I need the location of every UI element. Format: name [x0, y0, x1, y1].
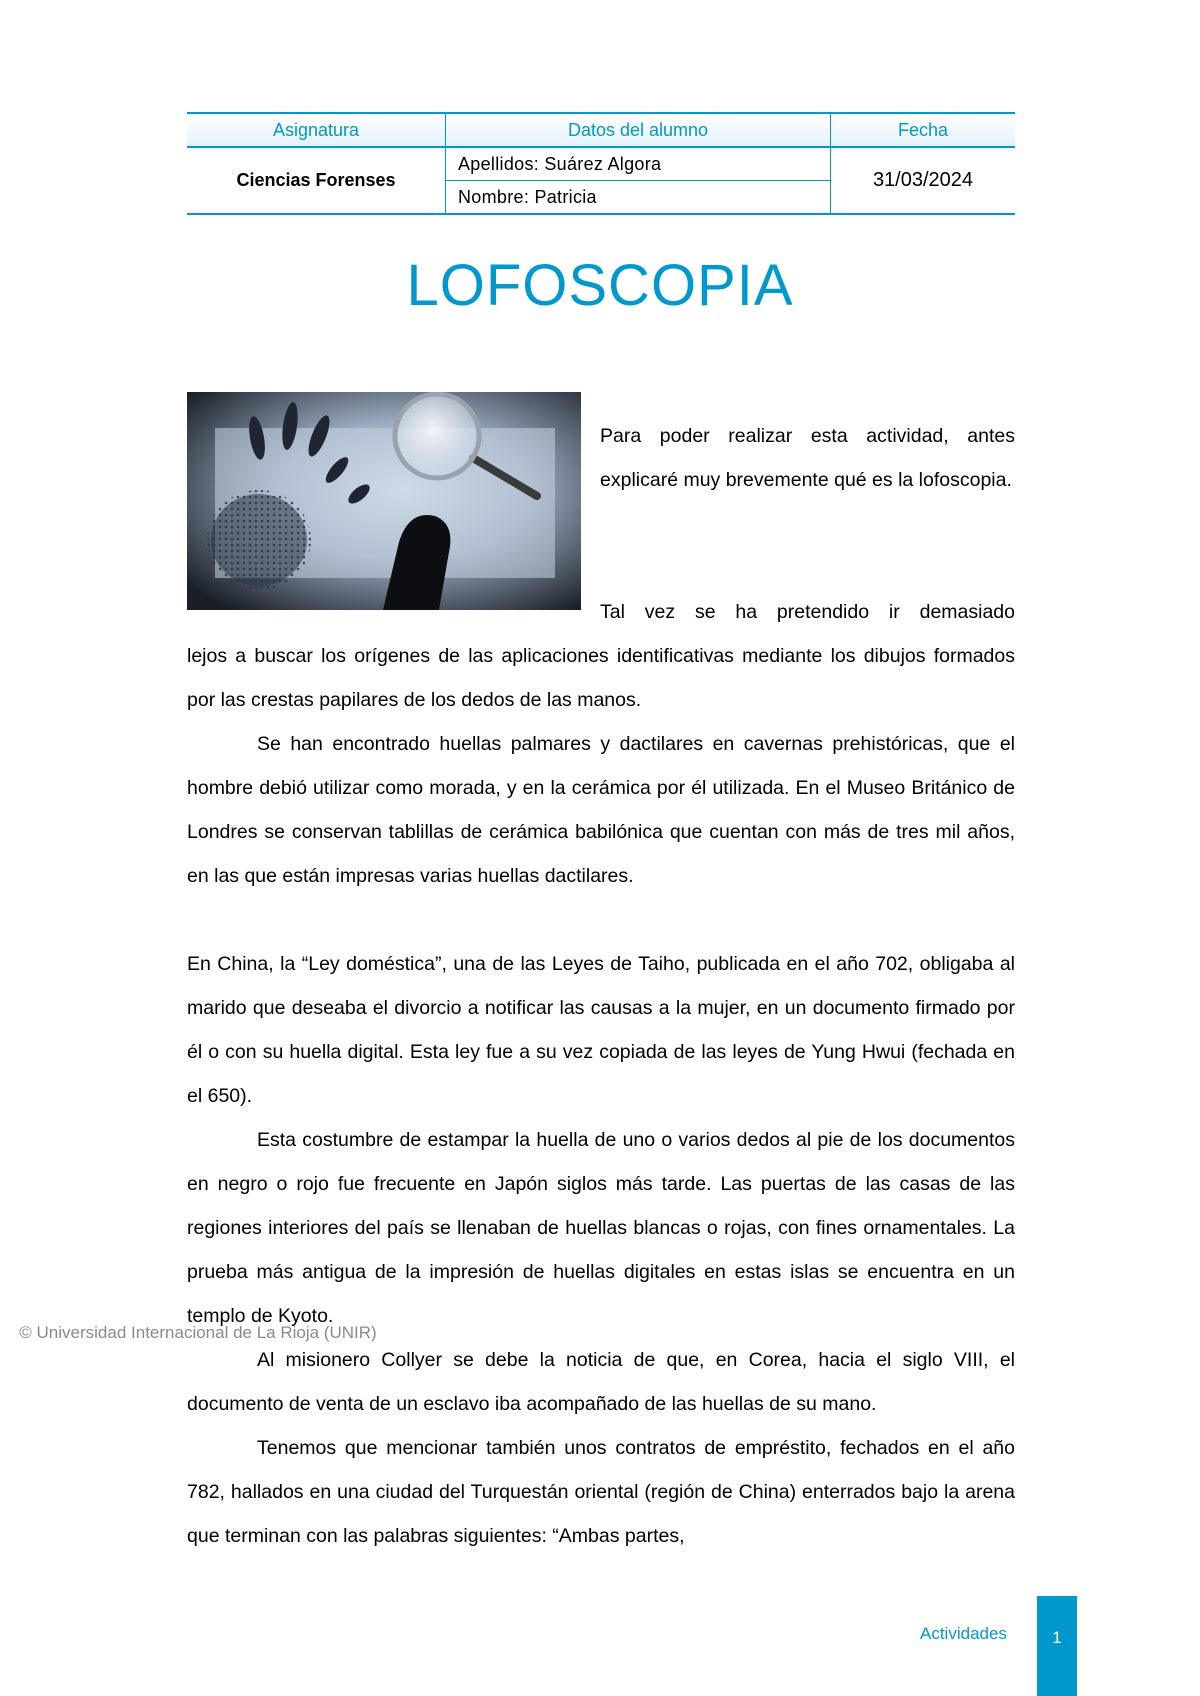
header-col-student: Datos del alumno: [446, 113, 831, 147]
paragraph-6: Tenemos que mencionar también unos contratos de empréstito, fechados en el año 782, hallados en una ciudad del Turquestán oriental (región de China) enterrados bajo la arena que terminan con las palabras siguientes: “Ambas partes,: [187, 1437, 1015, 1547]
date-value: 31/03/2024: [831, 147, 1016, 214]
name-value: Patricia: [534, 186, 597, 207]
surname-label: Apellidos:: [458, 153, 540, 174]
page-number: 1: [1052, 1628, 1062, 1647]
footer-section-label: Actividades: [920, 1624, 1007, 1643]
header-table: [187, 112, 1015, 215]
subject-value: Ciencias Forenses: [187, 147, 446, 214]
surname-field: [446, 147, 831, 181]
paragraph-5: Al misionero Collyer se debe la noticia de que, en Corea, hacia el siglo VIII, el documento de venta de un esclavo iba acompañado de las huellas de su mano.: [187, 1349, 1015, 1415]
page-title: LOFOSCOPIA: [406, 253, 794, 318]
page-number-badge: [1037, 1596, 1077, 1696]
paragraph-4: Esta costumbre de estampar la huella de uno o varios dedos al pie de los documentos en negro o rojo fue frecuente en Japón siglos más tarde. Las puertas de las casas de las regiones interiores del país se llenaban de huellas blancas o rojas, con fines ornamentales. La prueba más antigua de la impresión de huellas digitales en estas islas se encuentra en un templo de Kyoto.: [187, 1129, 1015, 1327]
fingerprint-image: [187, 392, 581, 610]
name-field: [446, 181, 831, 215]
paragraph-1-rest: lejos a buscar los orígenes de las aplicaciones identificativas mediante los dibujos formados por las crestas papilares de los dedos de las manos.: [187, 645, 1015, 711]
paragraph-1-start: Tal vez se ha pretendido ir demasiado: [600, 601, 1015, 623]
footer-copyright: © Universidad Internacional de La Rioja (UNIR): [19, 1323, 377, 1342]
paragraph-2: Se han encontrado huellas palmares y dactilares en cavernas prehistóricas, que el hombre debió utilizar como morada, y en la cerámica por él utilizada. En el Museo Británico de Londres se conservan tablillas de cerámica babilónica que cuentan con más de tres mil años, en las que están impresas varias huellas dactilares.: [187, 733, 1015, 887]
fingerprint-illustration: [187, 392, 581, 610]
header-col-subject: Asignatura: [187, 113, 446, 147]
surname-value: Suárez Algora: [544, 153, 662, 174]
intro-paragraph: Para poder realizar esta actividad, antes explicaré muy brevemente qué es la lofoscopia.: [600, 425, 1015, 491]
paragraph-3: En China, la “Ley doméstica”, una de las Leyes de Taiho, publicada en el año 702, obligaba al marido que deseaba el divorcio a notificar las causas a la mujer, en un documento firmado por él o con su huella digital. Esta ley fue a su vez copiada de las leyes de Yung Hwui (fechada en el 650).: [187, 953, 1015, 1107]
name-label: Nombre:: [458, 186, 530, 207]
header-col-date: Fecha: [831, 113, 1016, 147]
